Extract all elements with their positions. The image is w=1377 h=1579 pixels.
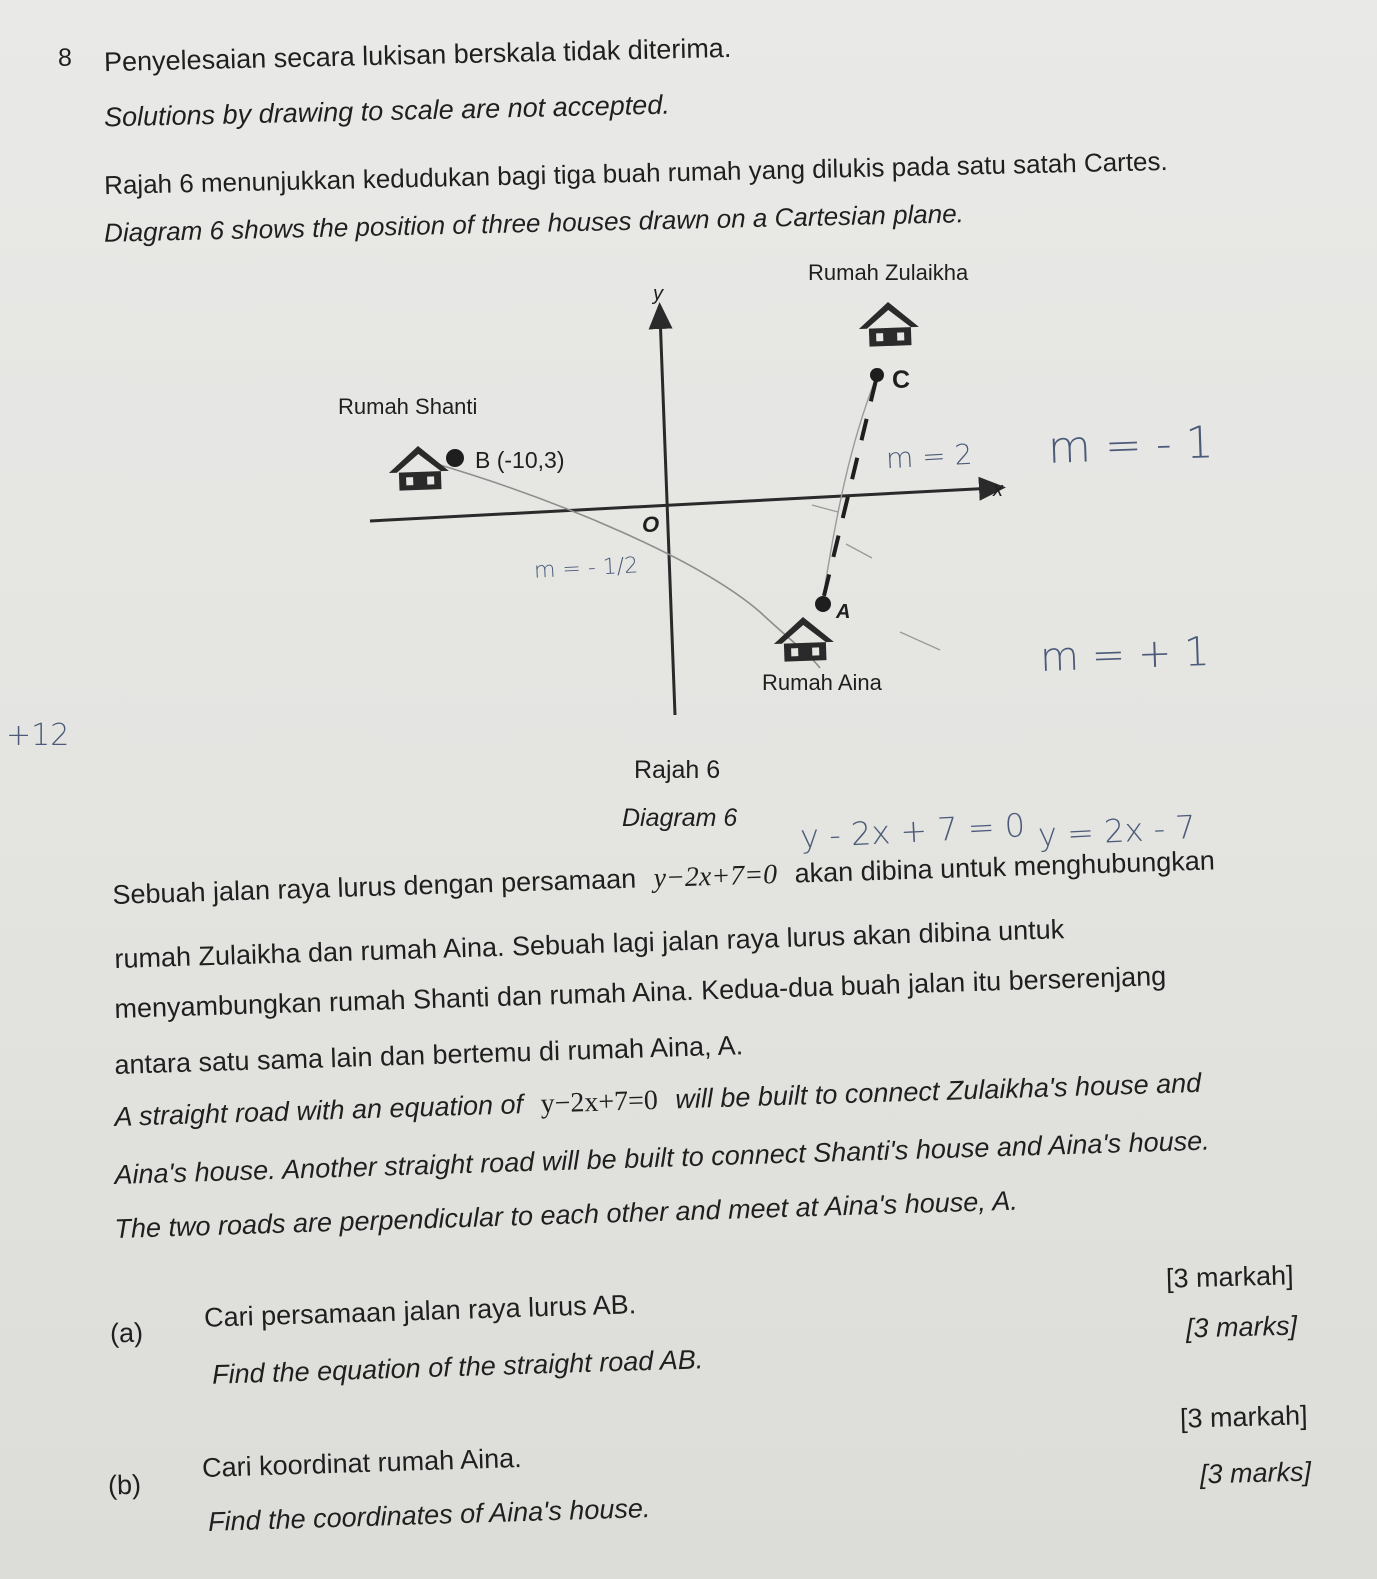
caption-malay: Rajah 6: [634, 756, 721, 784]
pencil-line-ca: [822, 368, 880, 605]
equation-inline-2: y−2x+7=0: [540, 1084, 659, 1120]
caption-english: Diagram 6: [622, 804, 738, 832]
handwritten-plus-12: +12: [6, 718, 70, 753]
label-point-a: A: [836, 601, 851, 623]
label-axis-x: x: [993, 479, 1003, 501]
handwritten-m-2: m = 2: [885, 437, 974, 476]
equation-inline: y−2x+7=0: [653, 859, 778, 894]
body-english-line-2: Aina's house. Another straight road will be built to connect Shanti's house and Aina's house.: [114, 1125, 1211, 1190]
part-a-question-english: Find the equation of the straight road AB.: [211, 1344, 704, 1390]
part-b-question-malay: Cari koordinat rumah Aina.: [201, 1442, 523, 1484]
body-english-line-1a: A straight road with an equation of: [114, 1089, 524, 1132]
point-a: [815, 596, 831, 612]
part-a-label: (a): [109, 1317, 144, 1349]
part-b-label: (b): [107, 1469, 142, 1501]
body-malay-line-1b: akan dibina untuk menghubungkan: [794, 845, 1216, 889]
intro-malay: Rajah 6 menunjukkan kedudukan bagi tiga buah rumah yang dilukis pada satu satah Cartes.: [103, 145, 1169, 201]
part-b-question-english: Find the coordinates of Aina's house.: [207, 1493, 651, 1537]
house-icon: [388, 445, 449, 491]
house-icon: [858, 301, 919, 347]
part-a-marks-english: [3 marks]: [1185, 1310, 1298, 1344]
handwritten-m-plus-1: m = + 1: [1039, 629, 1211, 681]
part-a-question-malay: Cari persamaan jalan raya lurus AB.: [203, 1289, 637, 1333]
road-ca: [823, 380, 876, 600]
note-english: Solutions by drawing to scale are not accepted.: [103, 89, 671, 133]
pencil-marks: [812, 505, 940, 650]
handwritten-m-minus-1: m = - 1: [1047, 417, 1215, 474]
handwritten-equation-2: y = 2x - 7: [1037, 807, 1197, 855]
question-number: 8: [58, 44, 72, 72]
y-axis: [660, 314, 675, 715]
part-b-marks-english: [3 marks]: [1199, 1456, 1312, 1490]
label-axis-y: y: [653, 283, 663, 305]
x-axis: [370, 488, 994, 521]
label-rumah-aina: Rumah Aina: [762, 670, 882, 695]
house-icon: [773, 616, 834, 662]
body-english-line-1b: will be built to connect Zulaikha's house and: [674, 1067, 1202, 1115]
label-rumah-zulaikha: Rumah Zulaikha: [808, 260, 969, 285]
label-rumah-shanti: Rumah Shanti: [338, 394, 478, 419]
body-english-line-3: The two roads are perpendicular to each other and meet at Aina's house, A.: [114, 1185, 1019, 1244]
intro-english: Diagram 6 shows the position of three houses drawn on a Cartesian plane.: [103, 198, 965, 248]
note-malay: Penyelesaian secara lukisan berskala tidak diterima.: [103, 32, 732, 78]
body-malay-line-1a: Sebuah jalan raya lurus dengan persamaan: [112, 863, 637, 910]
handwritten-equation-1: y - 2x + 7 = 0: [799, 806, 1026, 856]
body-malay-line-3: menyambungkan rumah Shanti dan rumah Aina. Kedua-dua buah jalan itu berserenjang: [114, 960, 1167, 1024]
part-a-marks-malay: [3 markah]: [1165, 1260, 1294, 1294]
part-b-marks-malay: [3 markah]: [1179, 1400, 1308, 1434]
label-point-b: B (-10,3): [475, 447, 565, 473]
handwritten-m-minus-half: m = - 1/2: [533, 553, 639, 584]
body-malay-line-2: rumah Zulaikha dan rumah Aina. Sebuah lagi jalan raya lurus akan dibina untuk: [114, 914, 1065, 974]
body-malay-line-4: antara satu sama lain dan bertemu di rumah Aina, A.: [114, 1030, 744, 1080]
label-origin: O: [642, 512, 660, 537]
label-point-c: C: [892, 366, 911, 394]
point-b: [446, 449, 464, 467]
point-c: [870, 368, 884, 382]
